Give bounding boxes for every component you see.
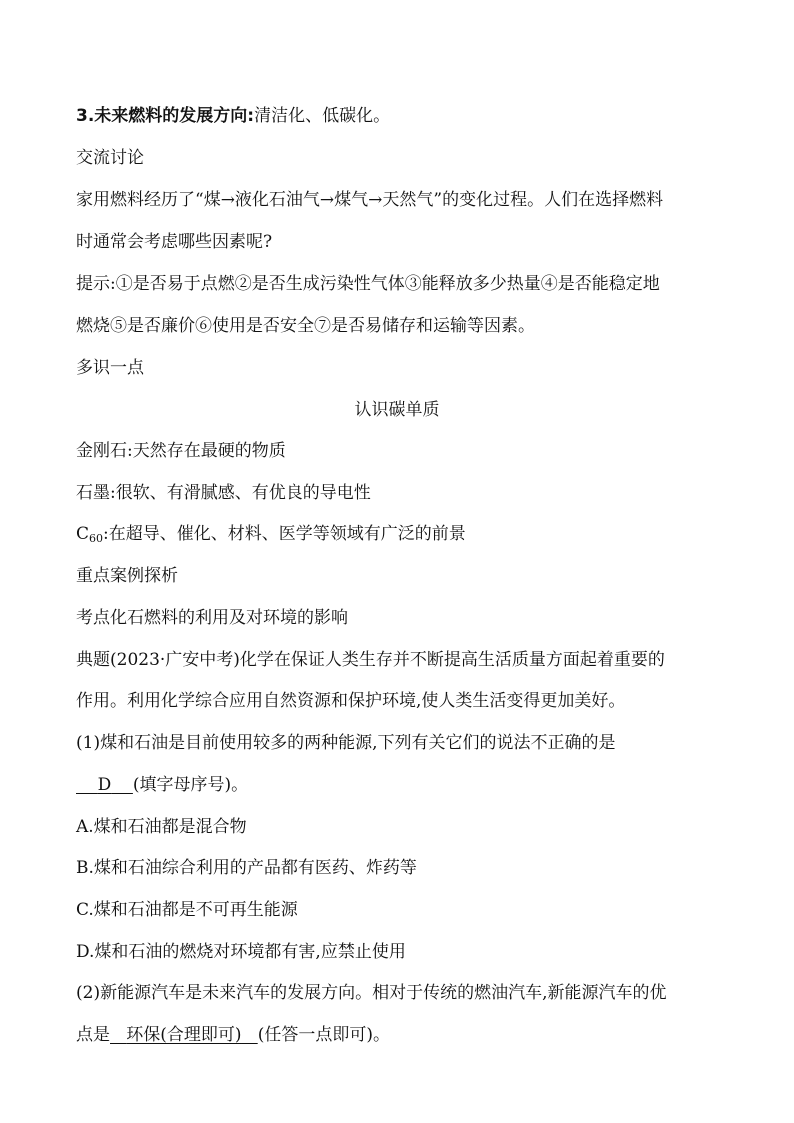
q2-line1: (2)新能源汽车是未来汽车的发展方向。相对于传统的燃油汽车,新能源汽车的优 xyxy=(76,983,667,1003)
q2-line2 xyxy=(76,1023,390,1047)
graphite-line: 石墨:很软、有滑腻感、有优良的导电性 xyxy=(76,483,371,503)
q1-answer-line xyxy=(76,773,248,797)
option-a: A.煤和石油都是混合物 xyxy=(76,817,247,837)
c60-line xyxy=(76,522,466,546)
q2-answer-value: 环保(合理即可) xyxy=(126,1025,242,1045)
extra-heading: 多识一点 xyxy=(76,358,144,378)
discussion-question-line1: 家用燃料经历了“煤→液化石油气→煤气→天然气”的变化过程。人们在选择燃料 xyxy=(76,190,664,210)
c60-symbol: C xyxy=(76,524,90,544)
case-topic: 考点化石燃料的利用及对环境的影响 xyxy=(76,608,348,628)
extra-title: 认识碳单质 xyxy=(354,400,440,420)
q1-answer-value: D xyxy=(97,775,112,795)
case-intro-line1: 典题(2023·广安中考)化学在保证人类生存并不断提高生活质量方面起着重要的 xyxy=(76,650,665,670)
section3-title: 3.未来燃料的发展方向: xyxy=(76,106,255,126)
c60-subscript: 60 xyxy=(89,532,104,545)
section3-line xyxy=(76,104,390,128)
q2-suffix: (任答一点即可)。 xyxy=(257,1025,390,1045)
q1-text: (1)煤和石油是目前使用较多的两种能源,下列有关它们的说法不正确的是 xyxy=(76,733,616,753)
q1-suffix: (填字母序号)。 xyxy=(132,775,249,795)
q1-answer xyxy=(76,773,133,797)
discussion-heading: 交流讨论 xyxy=(76,148,144,168)
diamond-line: 金刚石:天然存在最硬的物质 xyxy=(76,441,286,461)
option-c: C.煤和石油都是不可再生能源 xyxy=(76,900,298,920)
discussion-hint-line1: 提示:①是否易于点燃②是否生成污染性气体③能释放多少热量④是否能稳定地 xyxy=(76,274,660,294)
q2-answer xyxy=(110,1023,258,1047)
case-intro-line2: 作用。利用化学综合应用自然资源和保护环境,使人类生活变得更加美好。 xyxy=(76,691,626,711)
c60-text: :在超导、催化、材料、医学等领域有广泛的前景 xyxy=(103,524,466,544)
q2-prefix: 点是 xyxy=(76,1025,110,1045)
discussion-hint-line2: 燃烧⑤是否廉价⑥使用是否安全⑦是否易储存和运输等因素。 xyxy=(76,316,535,336)
discussion-question-line2: 时通常会考虑哪些因素呢? xyxy=(76,232,273,252)
option-b: B.煤和石油综合利用的产品都有医药、炸药等 xyxy=(76,858,417,878)
option-d: D.煤和石油的燃烧对环境都有害,应禁止使用 xyxy=(76,942,406,962)
section3-text: 清洁化、低碳化。 xyxy=(254,106,391,126)
case-heading: 重点案例探析 xyxy=(76,566,178,586)
